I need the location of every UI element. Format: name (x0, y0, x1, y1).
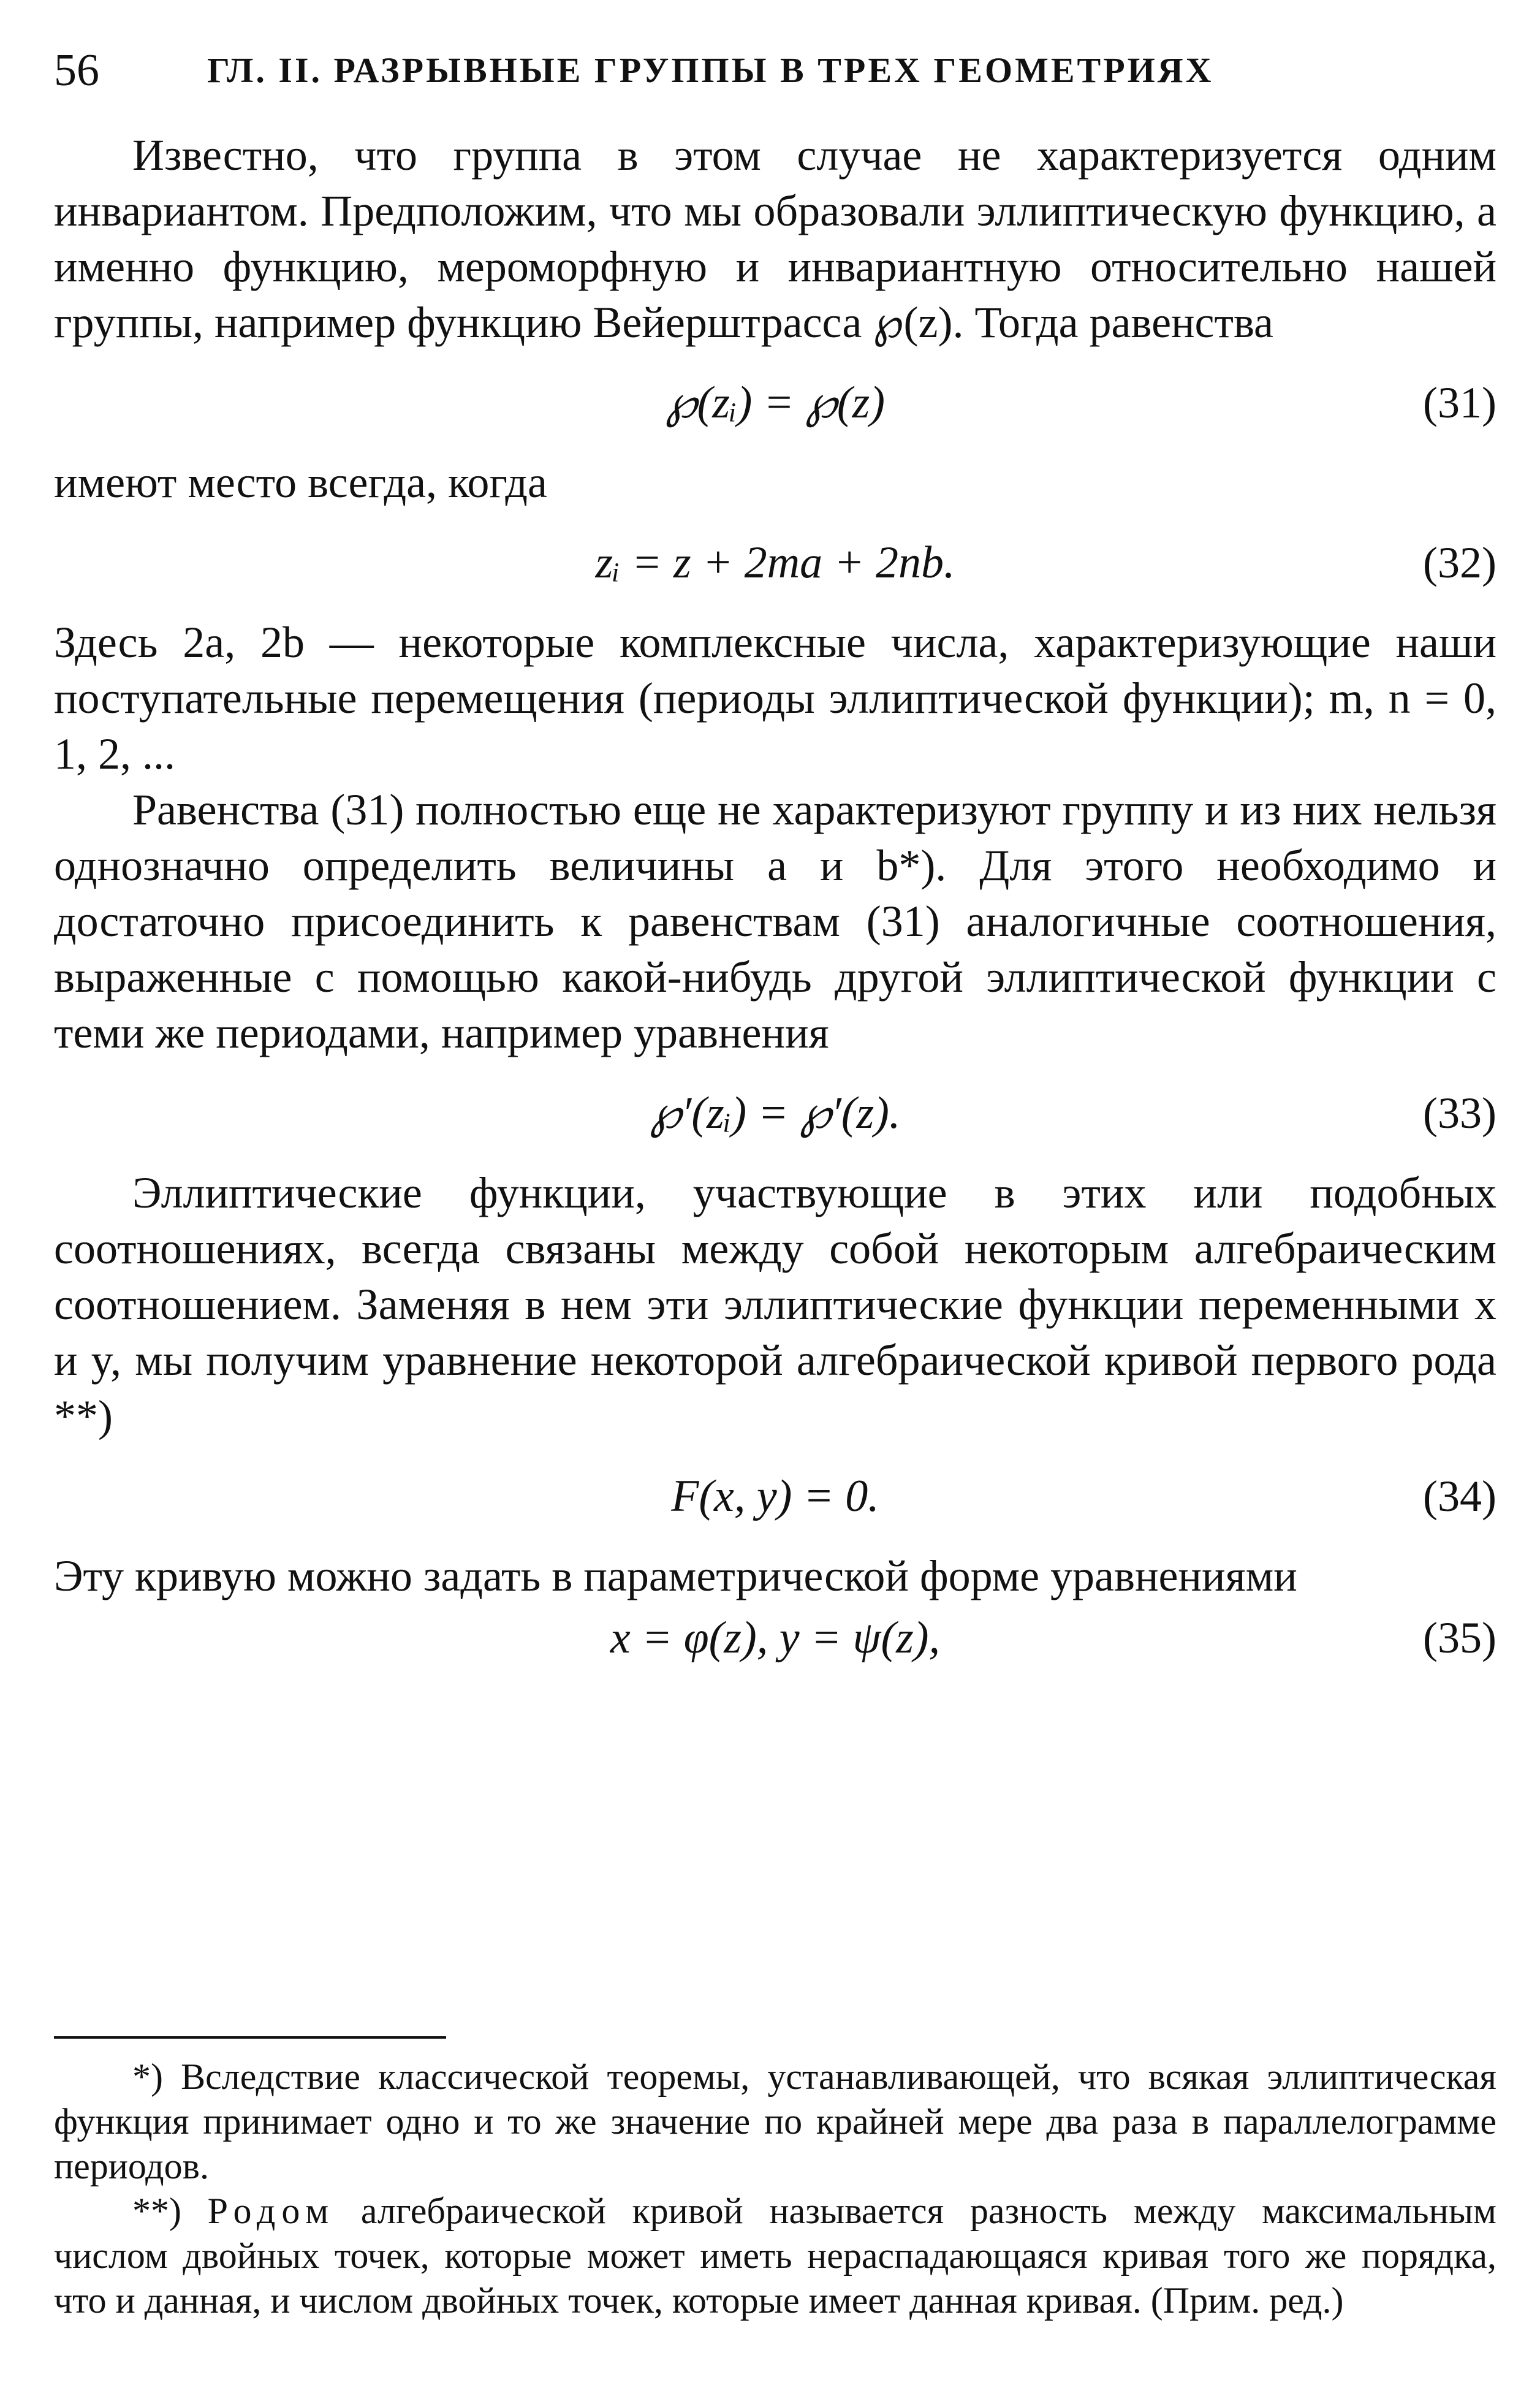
footnote-2 (54, 2189, 1496, 2323)
footnote-rule (54, 2036, 446, 2039)
book-page (54, 37, 1496, 2378)
paragraph-1: Известно, что группа в этом случае не характеризуется одним инвариантом. Предположим, что мы образовали эллиптическую функцию, а именно функцию, мероморфную и инвариантную относительно нашей группы, например функцию Вейерштрасса ℘(z). Тогда равенства (54, 131, 1496, 347)
paragraph-3: Здесь 2a, 2b — некоторые комплексные числа, характеризующие наши поступательные перемещения (периоды эллиптической функции); m, n = 0, 1, 2, ... (54, 618, 1496, 778)
equation-31 (54, 351, 1496, 455)
equation-35-number: (35) (1423, 1613, 1496, 1662)
paragraph-2: имеют место всегда, когда (54, 458, 547, 507)
equation-32-expression: zᵢ = z + 2ma + 2nb. (595, 538, 955, 588)
equation-31-expression: ℘(zᵢ) = ℘(z) (665, 378, 885, 428)
page-header (54, 37, 1496, 104)
equation-34-expression: F(x, y) = 0. (671, 1471, 879, 1521)
equation-33 (54, 1061, 1496, 1165)
equation-33-expression: ℘′(zᵢ) = ℘′(z). (650, 1088, 901, 1138)
footnote-2-text: алгебраической кривой называется разность между максимальным числом двойных точек, которые может иметь нераспадающаяся кривая того же порядка, что и данная, и числом двойных точек, которые имеет данная кривая. (Прим. ред.) (54, 2191, 1497, 2321)
running-head: ГЛ. II. РАЗРЫВНЫЕ ГРУППЫ В ТРЕХ ГЕОМЕТРИЯХ (207, 50, 1214, 90)
equation-35 (54, 1604, 1496, 1678)
paragraph-5: Эллиптические функции, участвующие в этих или подобных соотношениях, всегда связаны между собой некоторым алгебраическим соотношением. Заменяя в нем эти эллиптические функции переменными x и y, мы получим уравнение некоторой алгебраической кривой первого рода **) (54, 1168, 1496, 1440)
equation-35-expression: x = φ(z), y = ψ(z), (610, 1613, 941, 1663)
equation-34-number: (34) (1423, 1472, 1496, 1521)
equation-33-number: (33) (1423, 1089, 1496, 1138)
footnote-2-marker: **) (132, 2191, 208, 2231)
equation-32 (54, 511, 1496, 615)
paragraph-4: Равенства (31) полностью еще не характеризуют группу и из них нельзя однозначно определить величины a и b*). Для этого необходимо и достаточно присоединить к равенствам (31) аналогичные соотношения, выраженные с помощью какой-нибудь другой эллиптической функции с теми же периодами, например уравнения (54, 785, 1496, 1057)
equation-31-number: (31) (1423, 378, 1496, 427)
equation-34 (54, 1444, 1496, 1548)
footnote-2-term: Родом (207, 2191, 335, 2231)
footnote-1: *) Вследствие классической теоремы, устанавливающей, что всякая эллиптическая функция принимает одно и то же значение по крайней мере два раза в параллелограмме периодов. (54, 2056, 1496, 2186)
main-text (54, 127, 1496, 1678)
footnotes (54, 2055, 1496, 2323)
page-number: 56 (54, 45, 99, 96)
paragraph-6: Эту кривую можно задать в параметрической форме уравнениями (54, 1551, 1297, 1600)
equation-32-number: (32) (1423, 538, 1496, 587)
